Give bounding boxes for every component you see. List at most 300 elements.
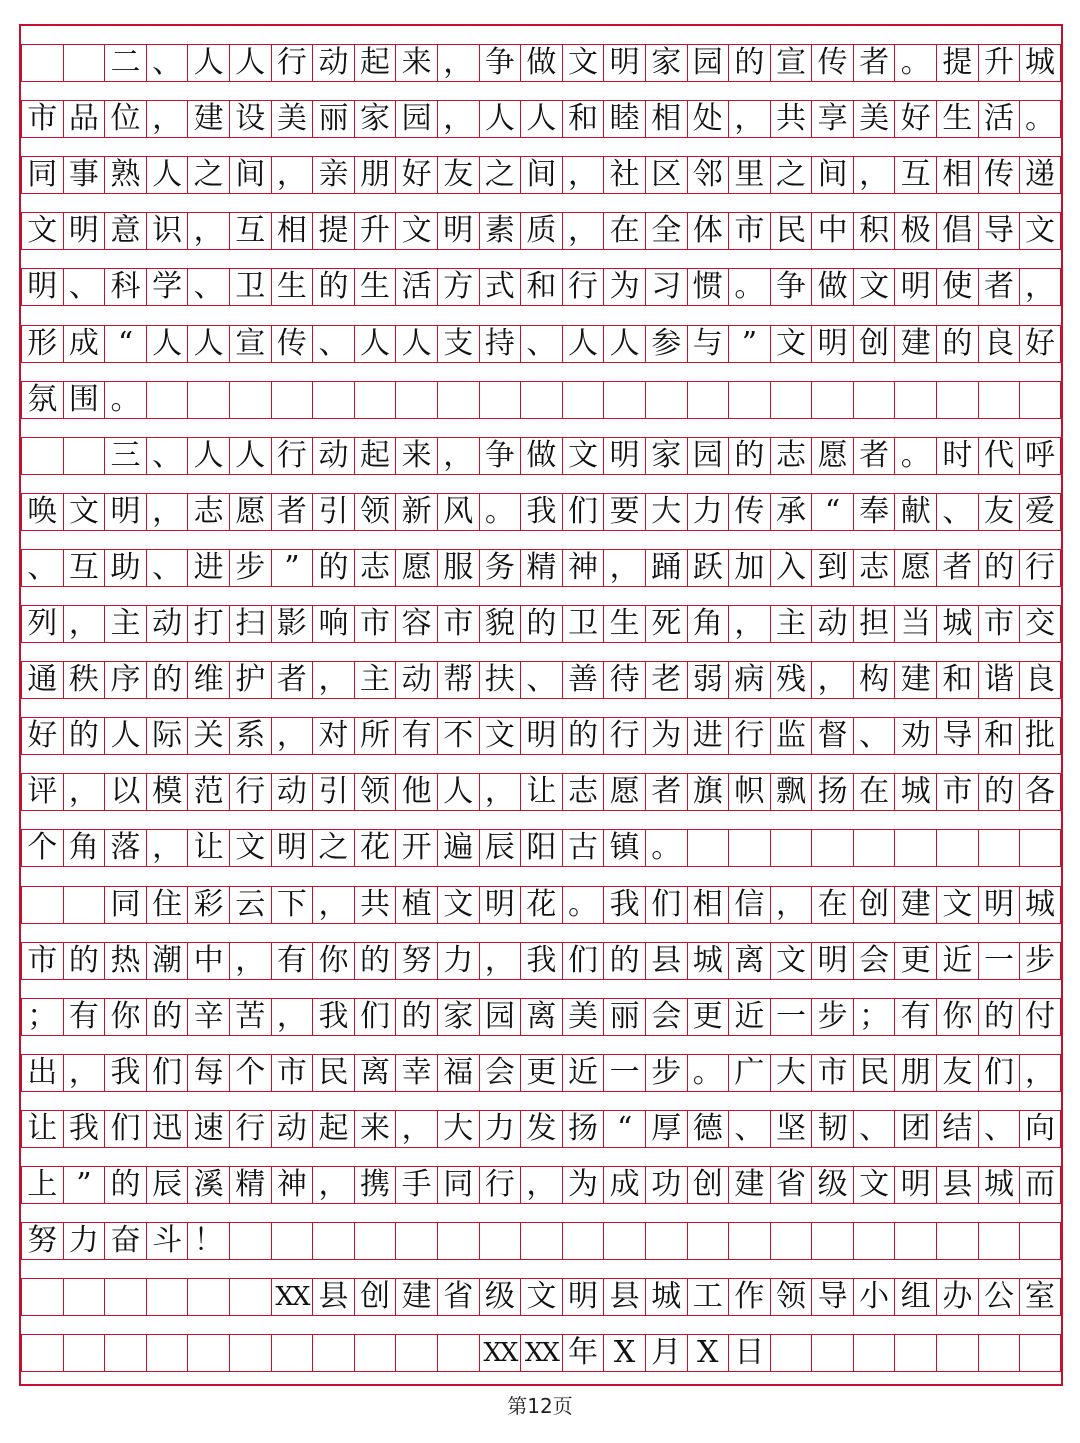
grid-cell: 明 <box>520 717 562 755</box>
grid-cell <box>312 1334 354 1372</box>
grid-cell: 引 <box>312 773 354 811</box>
grid-cell: 城 <box>936 605 978 643</box>
grid-cell: 角 <box>687 605 729 643</box>
grid-cell: 邻 <box>687 156 729 194</box>
grid-cell: 新 <box>395 493 437 531</box>
grid-cell <box>21 886 63 924</box>
grid-cell: 步 <box>229 549 271 587</box>
grid-cell: 传 <box>271 325 313 363</box>
grid-row <box>21 1054 1061 1092</box>
grid-cell: ， <box>562 156 604 194</box>
grid-cell: 列 <box>21 605 63 643</box>
grid-cell: 家 <box>354 100 396 138</box>
grid-cell: 城 <box>1019 886 1061 924</box>
grid-cell <box>395 381 437 419</box>
grid-cell <box>687 1222 729 1260</box>
grid-cell <box>437 1334 479 1372</box>
grid-cell: 良 <box>1019 661 1061 699</box>
grid-cell: 极 <box>894 212 936 250</box>
grid-cell <box>770 1334 812 1372</box>
grid-cell: 城 <box>978 1166 1020 1204</box>
grid-cell: 来 <box>354 1110 396 1148</box>
grid-cell: ， <box>312 886 354 924</box>
grid-cell: 丽 <box>312 100 354 138</box>
grid-cell: 落 <box>104 829 146 867</box>
grid-cell: XX <box>479 1334 521 1372</box>
grid-cell: 者 <box>271 661 313 699</box>
grid-cell: 人 <box>395 325 437 363</box>
grid-cell: 有 <box>894 998 936 1036</box>
grid-cell <box>853 381 895 419</box>
grid-cell: 品 <box>63 100 105 138</box>
grid-cell: ； <box>21 998 63 1036</box>
grid-cell: 文 <box>853 268 895 306</box>
grid-cell: 神 <box>271 1166 313 1204</box>
grid-cell <box>894 829 936 867</box>
grid-cell: 争 <box>479 44 521 82</box>
grid-cell: 明 <box>978 886 1020 924</box>
grid-cell: 功 <box>645 1166 687 1204</box>
grid-cell <box>146 1278 188 1316</box>
grid-cell: 争 <box>770 268 812 306</box>
grid-cell: 民 <box>312 1054 354 1092</box>
grid-row <box>21 100 1061 138</box>
grid-cell: 志 <box>853 549 895 587</box>
grid-cell <box>63 44 105 82</box>
grid-cell: ， <box>312 1166 354 1204</box>
grid-cell: 省 <box>437 1278 479 1316</box>
grid-row <box>21 549 1061 587</box>
grid-cell: 互 <box>894 156 936 194</box>
grid-cell: 我 <box>63 1110 105 1148</box>
grid-cell: ； <box>853 998 895 1036</box>
grid-cell: ， <box>728 100 770 138</box>
grid-cell: 导 <box>936 717 978 755</box>
grid-cell: 学 <box>146 268 188 306</box>
grid-cell: 精 <box>520 549 562 587</box>
grid-cell: 人 <box>479 100 521 138</box>
grid-cell: 明 <box>63 212 105 250</box>
grid-cell <box>770 1222 812 1260</box>
grid-cell: 关 <box>187 717 229 755</box>
grid-cell: 你 <box>104 998 146 1036</box>
grid-cell: ， <box>603 549 645 587</box>
grid-cell: 好 <box>395 156 437 194</box>
grid-cell: 。 <box>728 268 770 306</box>
grid-cell: 幸 <box>395 1054 437 1092</box>
grid-cell: 。 <box>687 1054 729 1092</box>
grid-cell: 们 <box>104 1110 146 1148</box>
grid-cell: 建 <box>187 100 229 138</box>
grid-cell: 谐 <box>978 661 1020 699</box>
grid-cell: 死 <box>645 605 687 643</box>
grid-cell: 之 <box>770 156 812 194</box>
grid-cell: 使 <box>936 268 978 306</box>
grid-cell: 批 <box>1019 717 1061 755</box>
grid-cell: 构 <box>853 661 895 699</box>
grid-cell: 努 <box>21 1222 63 1260</box>
grid-row <box>21 1166 1061 1204</box>
grid-cell <box>146 381 188 419</box>
grid-cell <box>853 1222 895 1260</box>
grid-cell: 们 <box>562 942 604 980</box>
grid-cell: 里 <box>728 156 770 194</box>
grid-cell: 识 <box>146 212 188 250</box>
grid-cell: 的 <box>562 717 604 755</box>
grid-cell: 行 <box>1019 549 1061 587</box>
grid-cell: 序 <box>104 661 146 699</box>
grid-cell: 当 <box>894 605 936 643</box>
grid-cell: 我 <box>312 998 354 1036</box>
grid-cell: ！ <box>187 1222 229 1260</box>
grid-cell <box>104 1278 146 1316</box>
grid-cell: 劝 <box>894 717 936 755</box>
grid-cell: 离 <box>520 998 562 1036</box>
grid-cell: ， <box>146 829 188 867</box>
grid-cell <box>1019 829 1061 867</box>
grid-cell <box>229 1222 271 1260</box>
grid-cell <box>978 1222 1020 1260</box>
grid-cell: 近 <box>562 1054 604 1092</box>
grid-cell: 家 <box>437 998 479 1036</box>
grid-cell: 文 <box>1019 212 1061 250</box>
grid-row <box>21 829 1061 867</box>
grid-cell: 行 <box>603 717 645 755</box>
grid-cell <box>21 437 63 475</box>
grid-cell: 。 <box>645 829 687 867</box>
grid-cell: 作 <box>728 1278 770 1316</box>
grid-cell: 辰 <box>146 1166 188 1204</box>
grid-cell: 明 <box>894 268 936 306</box>
grid-cell: 导 <box>978 212 1020 250</box>
grid-cell: 传 <box>811 44 853 82</box>
grid-row <box>21 605 1061 643</box>
grid-cell: 飘 <box>770 773 812 811</box>
grid-cell: 精 <box>229 1166 271 1204</box>
grid-cell: 意 <box>104 212 146 250</box>
grid-cell <box>603 381 645 419</box>
grid-cell: 有 <box>395 717 437 755</box>
grid-cell: 担 <box>853 605 895 643</box>
grid-cell: 步 <box>1019 942 1061 980</box>
grid-cell: 建 <box>894 886 936 924</box>
grid-cell: 引 <box>312 493 354 531</box>
grid-cell: 福 <box>437 1054 479 1092</box>
grid-cell: 志 <box>770 437 812 475</box>
grid-cell: 县 <box>603 1278 645 1316</box>
grid-cell: 人 <box>146 325 188 363</box>
grid-cell <box>1019 381 1061 419</box>
grid-cell: 携 <box>354 1166 396 1204</box>
grid-cell <box>312 1222 354 1260</box>
grid-cell: 迅 <box>146 1110 188 1148</box>
grid-cell: 让 <box>21 1110 63 1148</box>
grid-cell <box>894 1222 936 1260</box>
grid-cell: 愿 <box>395 549 437 587</box>
grid-cell: 来 <box>395 437 437 475</box>
grid-cell: 间 <box>811 156 853 194</box>
grid-cell: 中 <box>187 942 229 980</box>
grid-cell: 。 <box>894 44 936 82</box>
grid-cell: 卫 <box>562 605 604 643</box>
grid-cell: 愿 <box>229 493 271 531</box>
grid-cell: 、 <box>520 325 562 363</box>
grid-cell: 间 <box>520 156 562 194</box>
grid-cell: 文 <box>770 942 812 980</box>
grid-cell: 唤 <box>21 493 63 531</box>
grid-cell: 坚 <box>770 1110 812 1148</box>
grid-cell: ， <box>229 942 271 980</box>
grid-cell: 、 <box>853 717 895 755</box>
grid-cell: 文 <box>520 1278 562 1316</box>
grid-cell: 人 <box>354 325 396 363</box>
grid-cell: 、 <box>520 661 562 699</box>
grid-cell: 起 <box>354 44 396 82</box>
grid-cell: 在 <box>853 773 895 811</box>
grid-row <box>21 942 1061 980</box>
grid-cell: 出 <box>21 1054 63 1092</box>
grid-cell: 者 <box>271 493 313 531</box>
grid-cell: 打 <box>187 605 229 643</box>
grid-cell: 辰 <box>479 829 521 867</box>
grid-cell <box>21 1278 63 1316</box>
grid-cell <box>229 381 271 419</box>
grid-cell: 设 <box>229 100 271 138</box>
grid-cell: 对 <box>312 717 354 755</box>
grid-cell: 的 <box>146 661 188 699</box>
grid-row <box>21 1334 1061 1372</box>
grid-cell: 为 <box>645 717 687 755</box>
grid-cell: 园 <box>687 437 729 475</box>
grid-cell: 人 <box>187 325 229 363</box>
grid-cell: 上 <box>21 1166 63 1204</box>
grid-cell: 力 <box>63 1222 105 1260</box>
grid-cell: 行 <box>479 1166 521 1204</box>
grid-cell <box>936 381 978 419</box>
grid-cell: 步 <box>811 998 853 1036</box>
grid-cell: 明 <box>104 493 146 531</box>
grid-cell: 明 <box>811 325 853 363</box>
grid-cell: 古 <box>562 829 604 867</box>
grid-cell: 云 <box>229 886 271 924</box>
grid-cell: 互 <box>63 549 105 587</box>
grid-row <box>21 773 1061 811</box>
grid-cell <box>728 381 770 419</box>
grid-cell <box>229 1278 271 1316</box>
grid-cell: 来 <box>395 44 437 82</box>
grid-cell: 区 <box>645 156 687 194</box>
grid-cell: 日 <box>728 1334 770 1372</box>
grid-cell: 动 <box>395 661 437 699</box>
grid-cell: 主 <box>104 605 146 643</box>
grid-cell <box>437 1222 479 1260</box>
grid-cell: 行 <box>229 773 271 811</box>
grid-cell: 睦 <box>603 100 645 138</box>
grid-cell: 的 <box>978 998 1020 1036</box>
grid-cell: ， <box>63 773 105 811</box>
grid-cell: 的 <box>728 437 770 475</box>
grid-cell: 所 <box>354 717 396 755</box>
grid-cell <box>978 829 1020 867</box>
grid-cell: 起 <box>312 1110 354 1148</box>
grid-cell: 行 <box>229 1110 271 1148</box>
grid-cell: 辛 <box>187 998 229 1036</box>
grid-cell: 主 <box>770 605 812 643</box>
grid-cell: 在 <box>811 886 853 924</box>
grid-cell <box>63 1334 105 1372</box>
grid-cell: 让 <box>520 773 562 811</box>
grid-cell <box>312 381 354 419</box>
grid-cell: 的 <box>312 549 354 587</box>
grid-cell: 生 <box>936 100 978 138</box>
grid-cell: ， <box>853 156 895 194</box>
grid-cell: 范 <box>187 773 229 811</box>
grid-cell: 文 <box>770 325 812 363</box>
grid-cell: ， <box>187 212 229 250</box>
grid-cell: 明 <box>603 44 645 82</box>
grid-cell: ， <box>271 156 313 194</box>
grid-cell: 美 <box>853 100 895 138</box>
grid-cell: 。 <box>1019 100 1061 138</box>
grid-cell: 质 <box>520 212 562 250</box>
grid-cell: “ <box>811 493 853 531</box>
grid-cell: 模 <box>146 773 188 811</box>
grid-cell: 会 <box>853 942 895 980</box>
grid-cell <box>811 829 853 867</box>
grid-cell: 和 <box>520 268 562 306</box>
grid-cell: 园 <box>479 998 521 1036</box>
grid-cell: 市 <box>978 605 1020 643</box>
grid-cell: ， <box>63 1054 105 1092</box>
grid-cell: ， <box>271 717 313 755</box>
grid-cell: 三 <box>104 437 146 475</box>
grid-cell: 各 <box>1019 773 1061 811</box>
grid-cell: 。 <box>894 437 936 475</box>
grid-cell: 苦 <box>229 998 271 1036</box>
grid-cell: XX <box>271 1278 313 1316</box>
grid-cell: 我 <box>520 942 562 980</box>
grid-cell: 行 <box>271 44 313 82</box>
grid-cell: 成 <box>603 1166 645 1204</box>
grid-cell: 园 <box>687 44 729 82</box>
grid-cell: 县 <box>645 942 687 980</box>
grid-cell: 让 <box>187 829 229 867</box>
grid-cell: 近 <box>728 998 770 1036</box>
grid-cell: 之 <box>312 829 354 867</box>
grid-cell: ， <box>146 100 188 138</box>
grid-cell <box>395 1222 437 1260</box>
grid-cell: 、 <box>312 325 354 363</box>
grid-row <box>21 44 1061 82</box>
grid-cell: X <box>603 1334 645 1372</box>
grid-cell: 交 <box>1019 605 1061 643</box>
grid-cell: ， <box>520 1166 562 1204</box>
grid-cell: 、 <box>21 549 63 587</box>
grid-cell: 个 <box>21 829 63 867</box>
grid-cell: 动 <box>811 605 853 643</box>
grid-cell: 创 <box>853 886 895 924</box>
grid-cell: 扬 <box>562 1110 604 1148</box>
grid-cell: 进 <box>687 717 729 755</box>
grid-cell: 位 <box>104 100 146 138</box>
grid-cell: 市 <box>271 1054 313 1092</box>
grid-cell: 风 <box>437 493 479 531</box>
grid-cell: 要 <box>603 493 645 531</box>
grid-cell: ， <box>811 661 853 699</box>
grid-cell: 的 <box>728 44 770 82</box>
grid-cell <box>603 1222 645 1260</box>
grid-cell: 愿 <box>894 549 936 587</box>
grid-cell <box>1019 1334 1061 1372</box>
grid-cell: 旗 <box>687 773 729 811</box>
grid-cell <box>978 1334 1020 1372</box>
grid-cell: 建 <box>728 1166 770 1204</box>
grid-cell: 人 <box>187 44 229 82</box>
grid-cell: 市 <box>936 773 978 811</box>
grid-cell: 明 <box>271 829 313 867</box>
grid-cell <box>437 381 479 419</box>
grid-cell: 一 <box>770 998 812 1036</box>
grid-cell: 务 <box>479 549 521 587</box>
grid-cell: 享 <box>811 100 853 138</box>
grid-cell: 溪 <box>187 1166 229 1204</box>
grid-cell: 更 <box>894 942 936 980</box>
grid-cell: 有 <box>271 942 313 980</box>
grid-cell: 的 <box>63 942 105 980</box>
grid-cell: 丽 <box>603 998 645 1036</box>
grid-cell: “ <box>603 1110 645 1148</box>
grid-cell: 文 <box>437 886 479 924</box>
grid-cell: 力 <box>687 493 729 531</box>
grid-cell: 工 <box>687 1278 729 1316</box>
grid-cell: 争 <box>479 437 521 475</box>
grid-cell: 行 <box>271 437 313 475</box>
grid-cell: XX <box>520 1334 562 1372</box>
grid-cell: 建 <box>395 1278 437 1316</box>
grid-cell: 时 <box>936 437 978 475</box>
grid-cell <box>811 381 853 419</box>
grid-cell: 卫 <box>229 268 271 306</box>
grid-cell: 升 <box>354 212 396 250</box>
grid-cell: 城 <box>645 1278 687 1316</box>
grid-cell <box>936 1222 978 1260</box>
grid-cell: 者 <box>645 773 687 811</box>
grid-cell: 志 <box>354 549 396 587</box>
grid-cell: 人 <box>520 100 562 138</box>
grid-cell: ， <box>1019 268 1061 306</box>
grid-cell: 阳 <box>520 829 562 867</box>
grid-row <box>21 886 1061 924</box>
grid-cell: 遍 <box>437 829 479 867</box>
grid-row <box>21 1278 1061 1316</box>
grid-cell: 领 <box>770 1278 812 1316</box>
grid-cell: 、 <box>187 268 229 306</box>
grid-cell: 动 <box>312 437 354 475</box>
grid-cell: 我 <box>104 1054 146 1092</box>
grid-cell: 。 <box>104 381 146 419</box>
grid-cell: 友 <box>437 156 479 194</box>
grid-cell: 为 <box>603 268 645 306</box>
grid-cell: 进 <box>187 549 229 587</box>
grid-cell: 成 <box>63 325 105 363</box>
grid-cell: 人 <box>229 44 271 82</box>
grid-cell: ， <box>479 773 521 811</box>
grid-cell: 德 <box>687 1110 729 1148</box>
grid-cell: 惯 <box>687 268 729 306</box>
grid-cell <box>354 1222 396 1260</box>
grid-cell: 、 <box>936 493 978 531</box>
grid-row <box>21 381 1061 419</box>
